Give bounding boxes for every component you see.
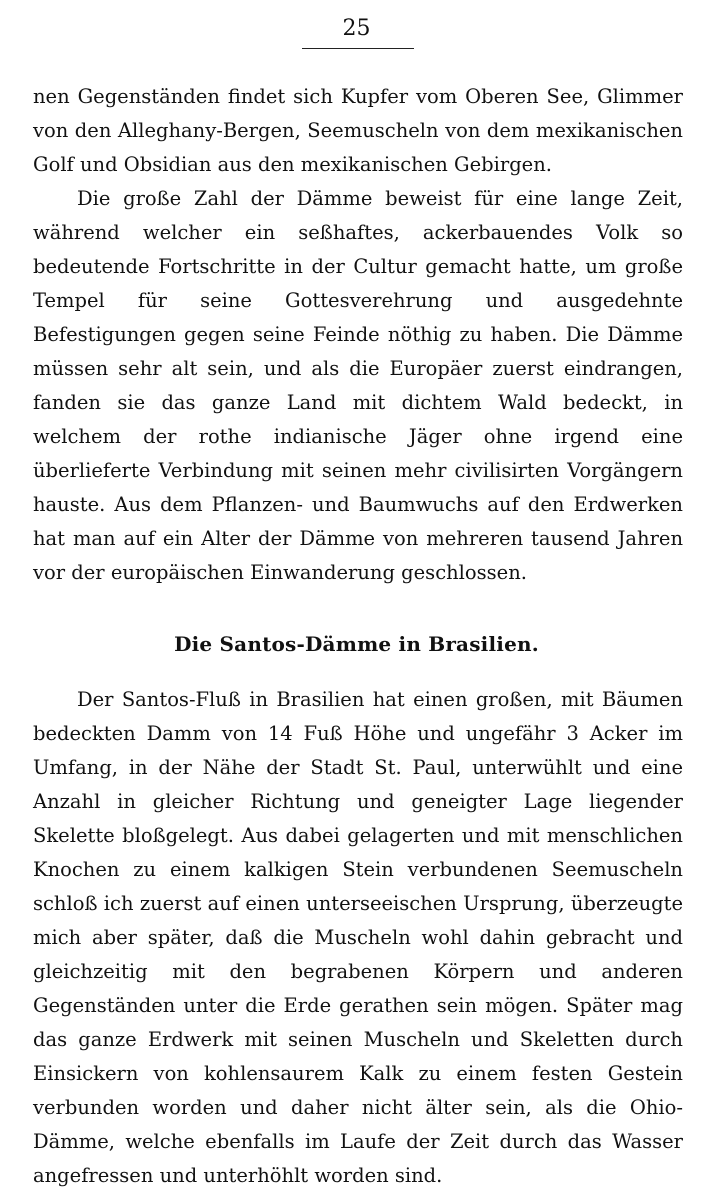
text-block-top: [33, 80, 683, 590]
header-rule: [302, 48, 414, 49]
section-heading: Die Santos-Dämme in Brasilien.: [174, 632, 539, 656]
page-number: 25: [342, 16, 371, 41]
text-block-section: [33, 683, 683, 1193]
paragraph-dams-age: Die große Zahl der Dämme beweist für eine lange Zeit, während welcher ein seßhaftes, ackerbauendes Volk so bedeutende Fortschritte in der Cultur gemacht hatte, um große Tempel für seine Gottesverehrung und ausgedehnte Befestigungen gegen seine Feinde nöthig zu haben. Die Dämme müssen sehr alt sein, und als die Europäer zuerst eindrangen, fanden sie das ganze Land mit dichtem Wald bedeckt, in welchem der rothe indianische Jäger ohne irgend eine überlieferte Verbindung mit seinen mehr civilisirten Vorgängern hauste. Aus dem Pflanzen- und Baumwuchs auf den Erdwerken hat man auf ein Alter der Dämme von mehreren tausend Jahren vor der europäischen Einwanderung geschlossen.: [33, 187, 683, 584]
paragraph-santos: Der Santos-Fluß in Brasilien hat einen großen, mit Bäumen bedeckten Damm von 14 Fuß Höhe und ungefähr 3 Acker im Umfang, in der Nähe der Stadt St. Paul, unterwühlt und eine Anzahl in gleicher Richtung und geneigter Lage liegender Skelette bloßgelegt. Aus dabei gelagerten und mit menschlichen Knochen zu einem kalkigen Stein verbundenen Seemuscheln schloß ich zuerst auf einen unterseeischen Ursprung, überzeugte mich aber später, daß die Muscheln wohl dahin gebracht und gleichzeitig mit den begrabenen Körpern und anderen Gegenständen unter die Erde gerathen sein mögen. Später mag das ganze Erdwerk mit seinen Muscheln und Skeletten durch Einsickern von kohlensaurem Kalk zu einem festen Gestein verbunden worden und daher nicht älter sein, als die Ohio-Dämme, welche ebenfalls im Laufe der Zeit durch das Wasser angefressen und unterhöhlt worden sind.: [33, 688, 683, 1187]
paragraph-continued: nen Gegenständen findet sich Kupfer vom Oberen See, Glimmer von den Alleghany-Bergen, Seemuscheln von dem mexikanischen Golf und Obsidian aus den mexikanischen Gebirgen.: [33, 85, 683, 176]
